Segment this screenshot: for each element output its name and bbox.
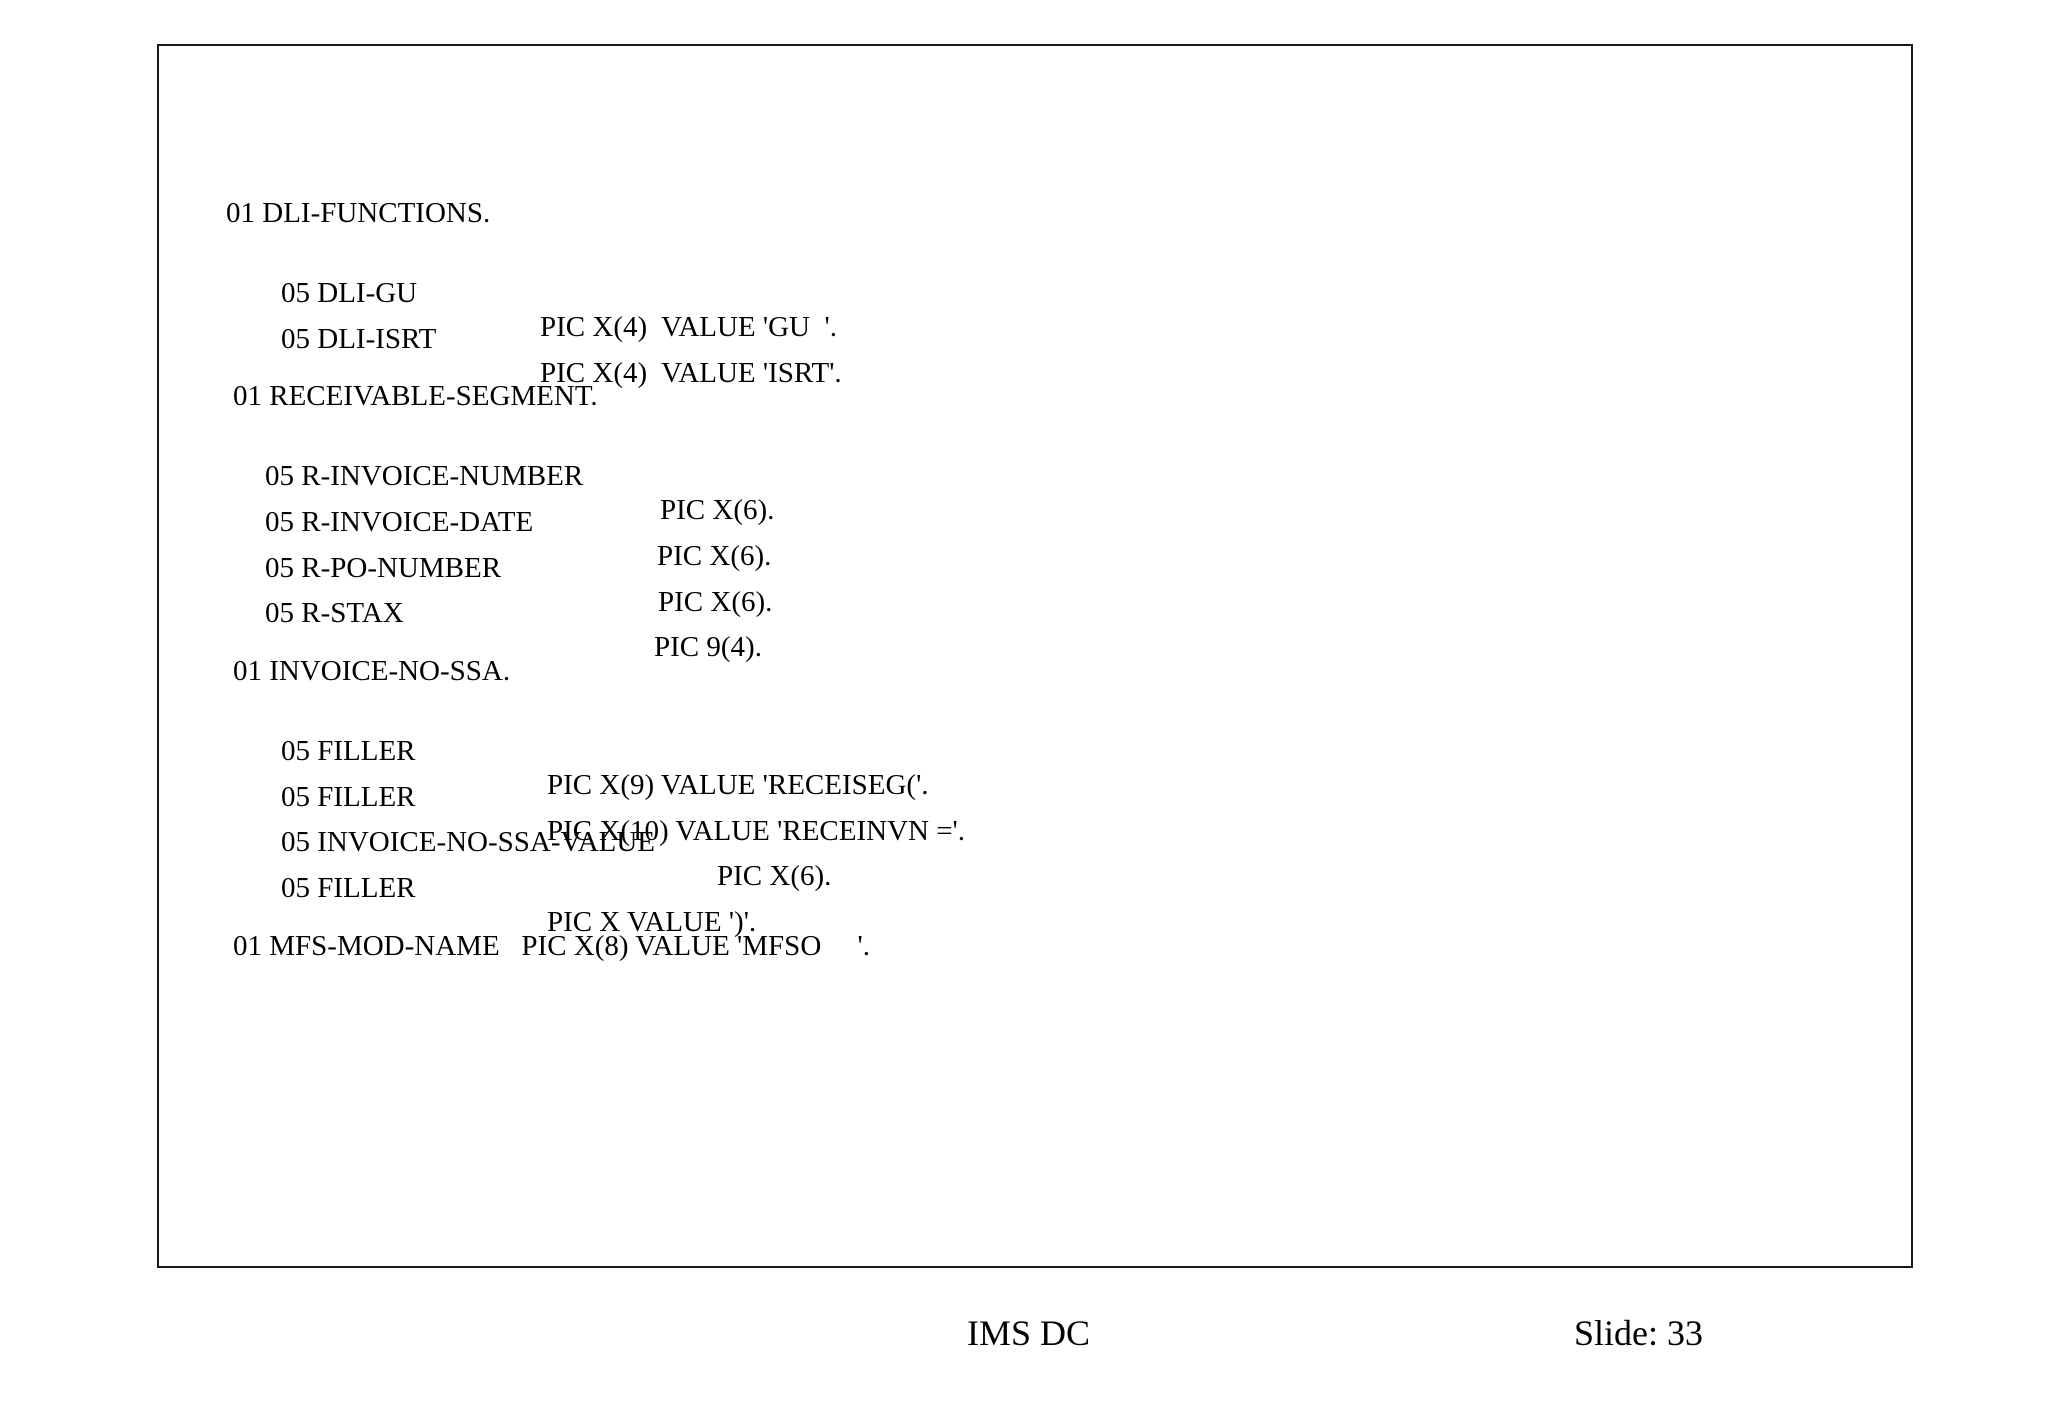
field-pic: PIC X(4) VALUE 'ISRT'.	[540, 357, 842, 389]
field-name: 05 INVOICE-NO-SSA-VALUE	[281, 826, 656, 858]
slide-frame	[157, 44, 1913, 1268]
field-name: 05 FILLER	[281, 781, 416, 813]
field-pic: PIC X(6).	[660, 494, 775, 526]
field-name: 05 R-STAX	[265, 597, 404, 629]
field-name: 05 FILLER	[281, 735, 416, 767]
field-name: 05 DLI-ISRT	[281, 323, 437, 355]
field-name: 05 R-PO-NUMBER	[265, 552, 502, 584]
group-header-dli-functions: 01 DLI-FUNCTIONS.	[226, 197, 491, 229]
field-name: 05 FILLER	[281, 872, 416, 904]
field-pic: PIC 9(4).	[654, 631, 762, 663]
group-header-invoice-no-ssa: 01 INVOICE-NO-SSA.	[233, 655, 511, 687]
field-pic: PIC X(4) VALUE 'GU '.	[540, 311, 837, 343]
field-pic: PIC X(9) VALUE 'RECEISEG('.	[547, 769, 929, 801]
field-pic: PIC X VALUE ')'.	[547, 906, 757, 938]
field-pic: PIC X(10) VALUE 'RECEINVN ='.	[547, 815, 966, 847]
field-pic: PIC X(6).	[657, 540, 772, 572]
field-name: 05 R-INVOICE-DATE	[265, 506, 534, 538]
field-pic: PIC X(6).	[658, 586, 773, 618]
footer-title: IMS DC	[967, 1313, 1091, 1353]
slide-number: Slide: 33	[1574, 1313, 1704, 1353]
cobol-code-block	[159, 46, 1911, 1266]
group-header-receivable-segment: 01 RECEIVABLE-SEGMENT.	[233, 380, 598, 412]
field-pic: PIC X(6).	[717, 860, 832, 892]
group-header-mfs-mod-name: 01 MFS-MOD-NAME PIC X(8) VALUE 'MFSO '.	[233, 930, 870, 962]
field-name: 05 R-INVOICE-NUMBER	[265, 460, 584, 492]
field-name: 05 DLI-GU	[281, 277, 418, 309]
